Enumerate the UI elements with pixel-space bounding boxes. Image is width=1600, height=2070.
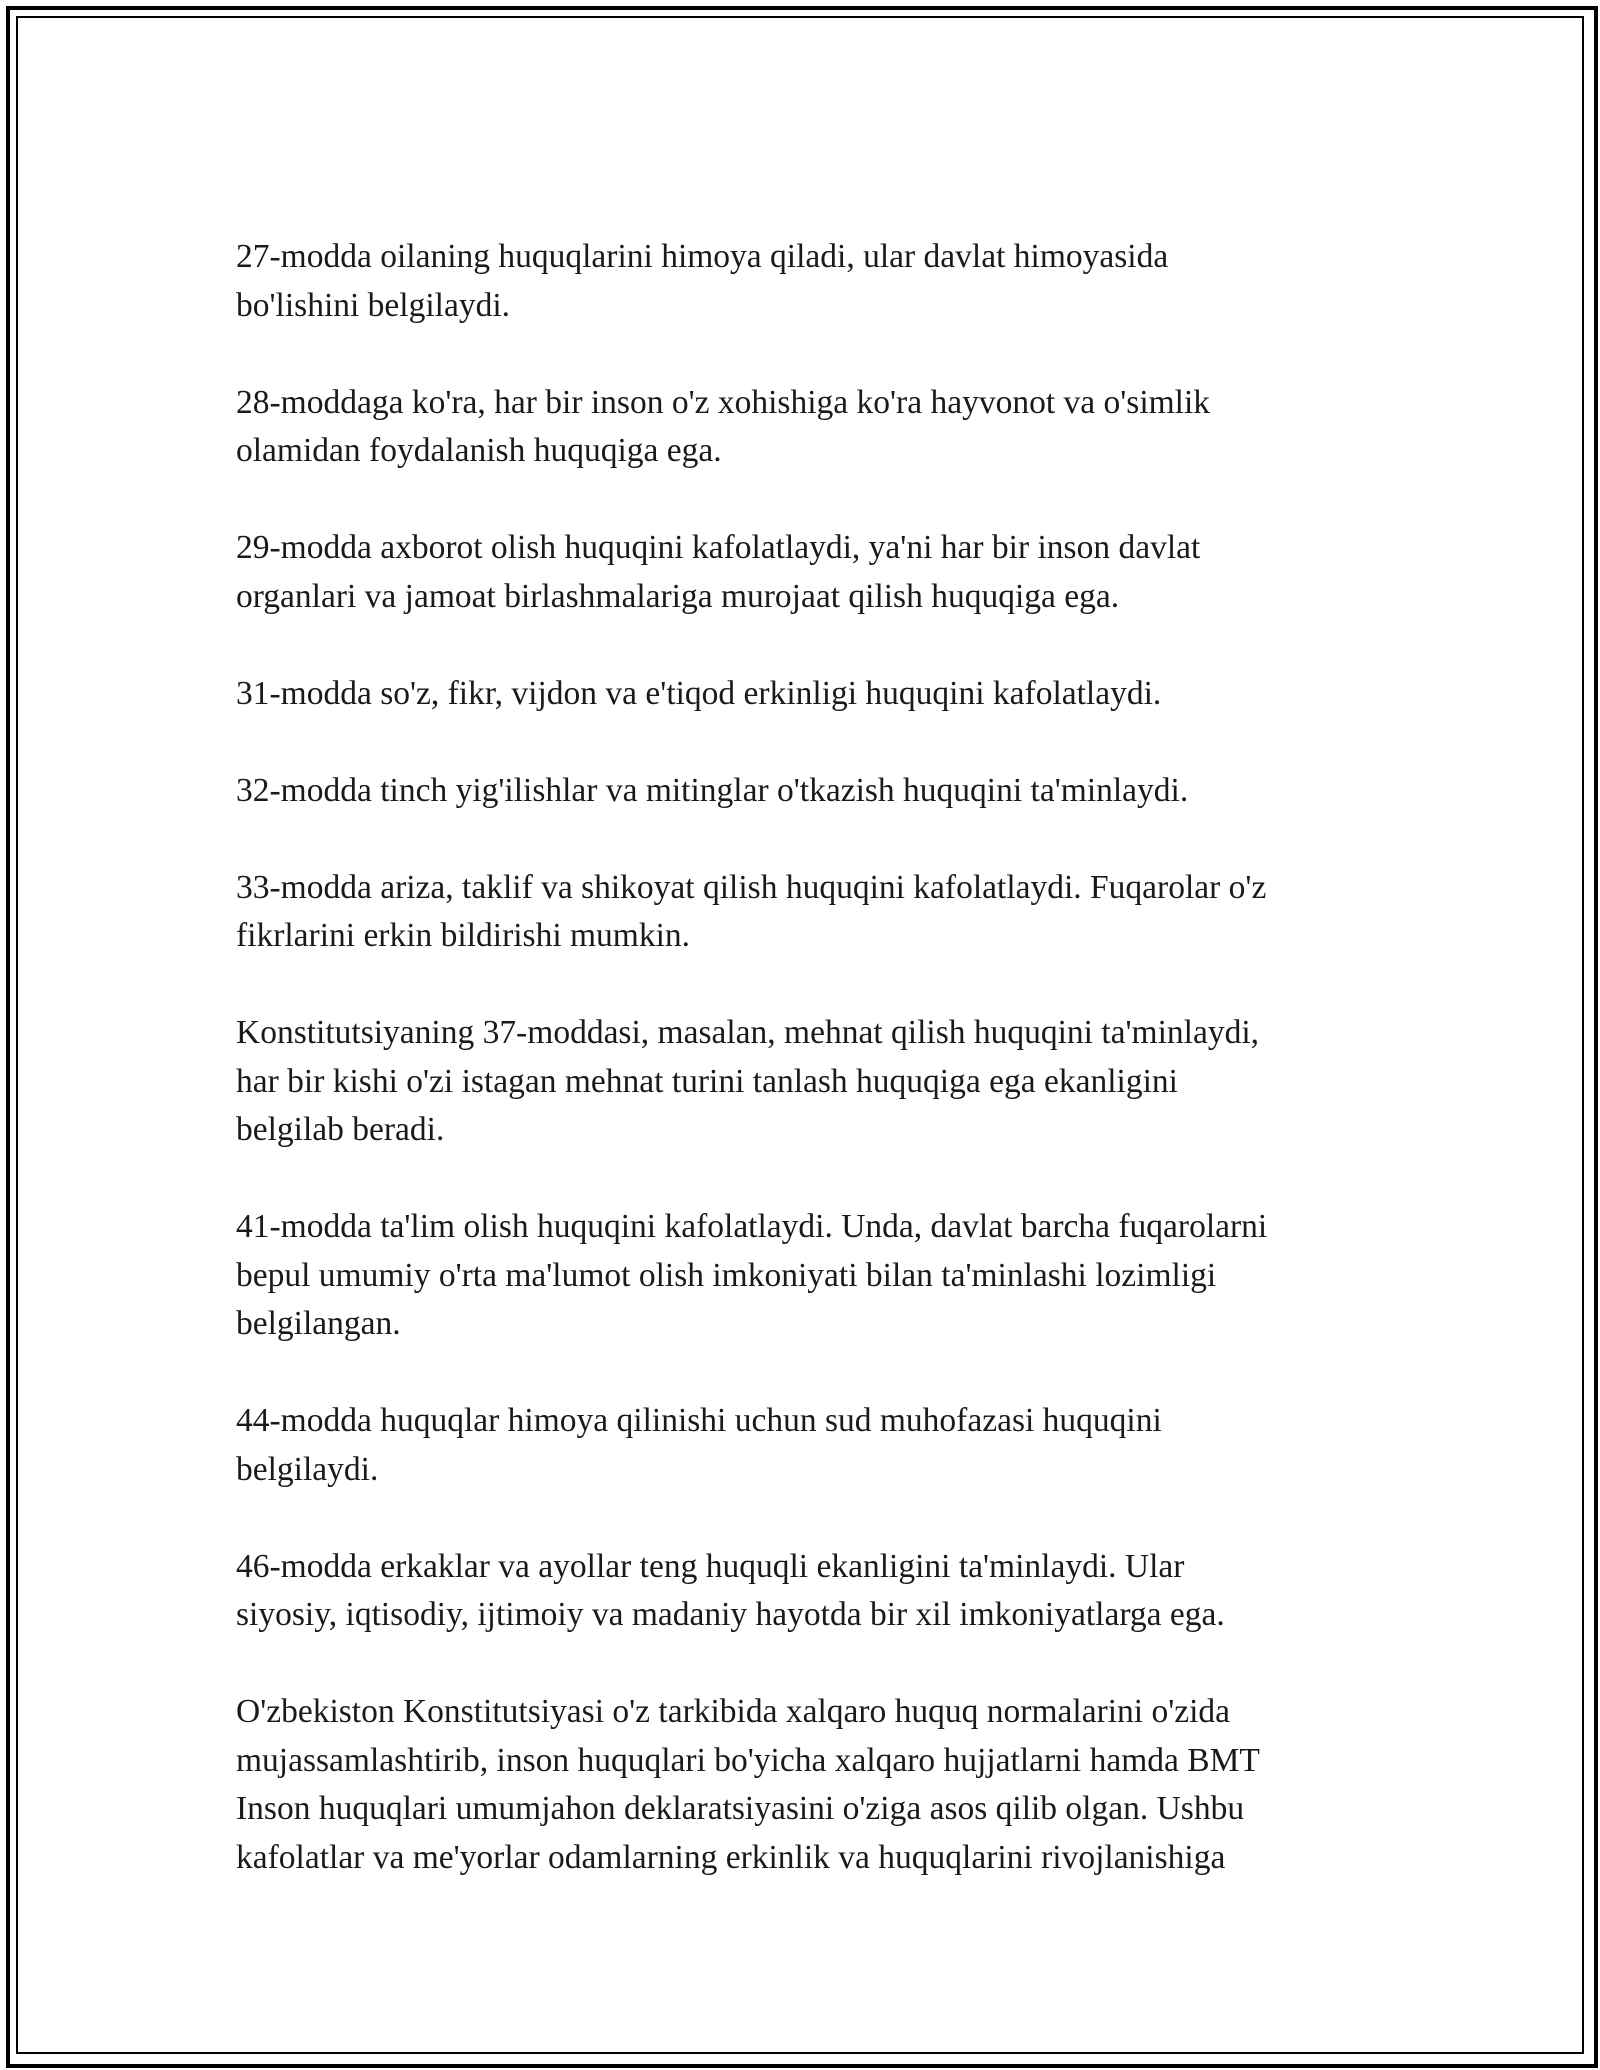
text-line: siyosiy, iqtisodiy, ijtimoiy va madaniy hayotda bir xil imkoniyatlarga ega. [236,1596,1225,1633]
paragraph-article-28 [236,379,1396,476]
text-line: O'zbekiston Konstitutsiyasi o'z tarkibida xalqaro huquq normalarini o'zida [236,1693,1231,1730]
text-line: 44-modda huquqlar himoya qilinishi uchun sud muhofazasi huquqini [236,1402,1162,1439]
text-line: belgilab beradi. [236,1111,445,1148]
text-line: 27-modda oilaning huquqlarini himoya qiladi, ular davlat himoyasida [236,238,1169,275]
paragraph-article-32 [236,767,1396,816]
text-line: 29-modda axborot olish huquqini kafolatlaydi, ya'ni har bir inson davlat [236,529,1201,566]
text-line: 32-modda tinch yig'ilishlar va mitinglar o'tkazish huquqini ta'minlaydi. [236,771,1189,809]
text-line: bo'lishini belgilaydi. [236,286,511,324]
paragraph-article-27 [236,233,1396,330]
document-body [236,233,1396,1931]
paragraph-article-29 [236,524,1396,621]
text-line: organlari va jamoat birlashmalariga murojaat qilish huquqiga ega. [236,577,1120,615]
text-line: olamidan foydalanish huquqiga ega. [236,432,722,469]
paragraph-conclusion [236,1688,1396,1882]
text-line: bepul umumiy o'rta ma'lumot olish imkoniyati bilan ta'minlashi lozimligi [236,1256,1217,1294]
text-line: belgilangan. [236,1305,401,1342]
text-line: 28-moddaga ko'ra, har bir inson o'z xohishiga ko'ra hayvonot va o'simlik [236,383,1211,421]
text-line: fikrlarini erkin bildirishi mumkin. [236,917,691,954]
text-line: mujassamlashtirib, inson huquqlari bo'yicha xalqaro hujjatlarni hamda BMT [236,1741,1260,1779]
text-line: 33-modda ariza, taklif va shikoyat qilish huquqini kafolatlaydi. Fuqarolar o'z [236,868,1267,906]
text-line: har bir kishi o'zi istagan mehnat turini tanlash huquqiga ega ekanligini [236,1062,1178,1100]
text-line: kafolatlar va me'yorlar odamlarning erkinlik va huquqlarini rivojlanishiga [236,1838,1226,1876]
text-line: belgilaydi. [236,1450,379,1488]
text-line: 46-modda erkaklar va ayollar teng huquqli ekanligini ta'minlaydi. Ular [236,1547,1185,1585]
paragraph-article-41 [236,1203,1396,1349]
text-line: Konstitutsiyaning 37-moddasi, masalan, mehnat qilish huquqini ta'minlaydi, [236,1014,1260,1051]
paragraph-article-46 [236,1543,1396,1640]
paragraph-article-33 [236,864,1396,961]
paragraph-article-31 [236,670,1396,719]
paragraph-article-44 [236,1397,1396,1494]
paragraph-article-37 [236,1009,1396,1155]
text-line: Inson huquqlari umumjahon deklaratsiyasini o'ziga asos qilib olgan. Ushbu [236,1790,1245,1827]
text-line: 31-modda so'z, fikr, vijdon va e'tiqod erkinligi huquqini kafolatlaydi. [236,674,1162,712]
text-line: 41-modda ta'lim olish huquqini kafolatlaydi. Unda, davlat barcha fuqarolarni [236,1208,1268,1245]
